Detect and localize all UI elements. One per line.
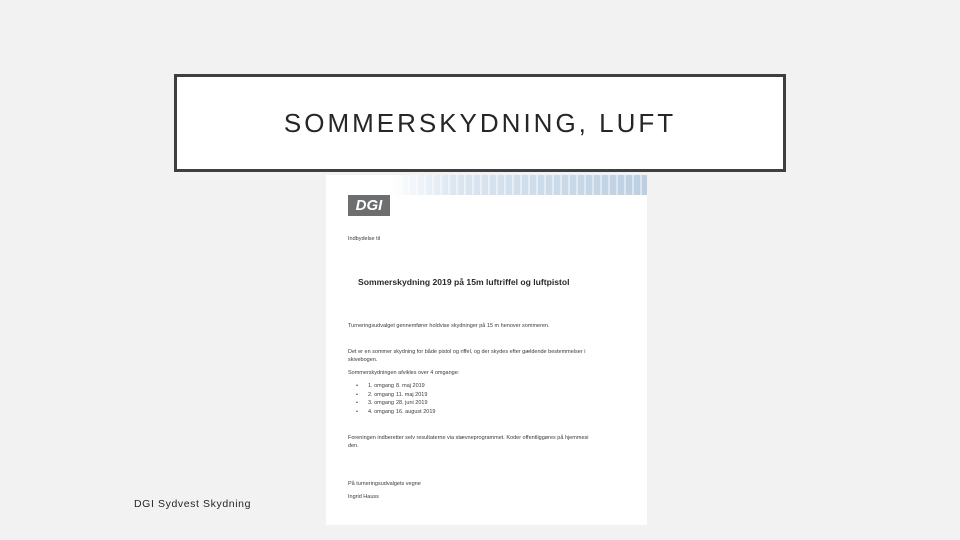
document-signoff: På turneringsudvalgets vegne — [348, 481, 421, 487]
document-paragraph-line1: Det er en sommer skydning for både pistol og riffel, og der skydes efter gældende bestemmelser i — [348, 349, 586, 355]
document-banner-stripes — [386, 175, 647, 195]
document-rounds-intro: Sommerskydningen afvikles over 4 omgange: — [348, 370, 460, 376]
slide-footer: DGI Sydvest Skydning — [134, 498, 252, 510]
slide-title: SOMMERSKYDNING, LUFT — [283, 107, 677, 138]
document-heading: Sommerskydning 2019 på 15m luftriffel og luftpistol — [358, 277, 570, 287]
document-invitation: Indbydelse til — [348, 236, 381, 242]
document-paragraph-line2: skivebogen. — [348, 357, 378, 363]
slide-title-box — [174, 74, 786, 172]
document-results-line2: den. — [348, 443, 359, 449]
list-item: • 1. omgang 8. maj 2019 — [356, 383, 425, 389]
dgi-logo-text: DGI — [355, 197, 383, 214]
dgi-logo — [348, 195, 390, 216]
document-signature: Ingrid Hauss — [348, 494, 379, 500]
document-intro: Turneringsudvalget gennemfører holdvise skydninger på 15 m henover sommeren. — [348, 323, 550, 329]
document-image — [326, 175, 647, 525]
list-item: • 3. omgang 28. juni 2019 — [356, 400, 428, 406]
rounds-list — [356, 382, 435, 416]
list-item: • 4. omgang 16. august 2019 — [356, 408, 436, 415]
list-item: • 2. omgang 11. maj 2019 — [356, 391, 428, 398]
document-results-line1: Foreningen indberetter selv resultaterne via stævneprogrammet. Koder offentliggøres på hjemmesi — [348, 435, 589, 441]
